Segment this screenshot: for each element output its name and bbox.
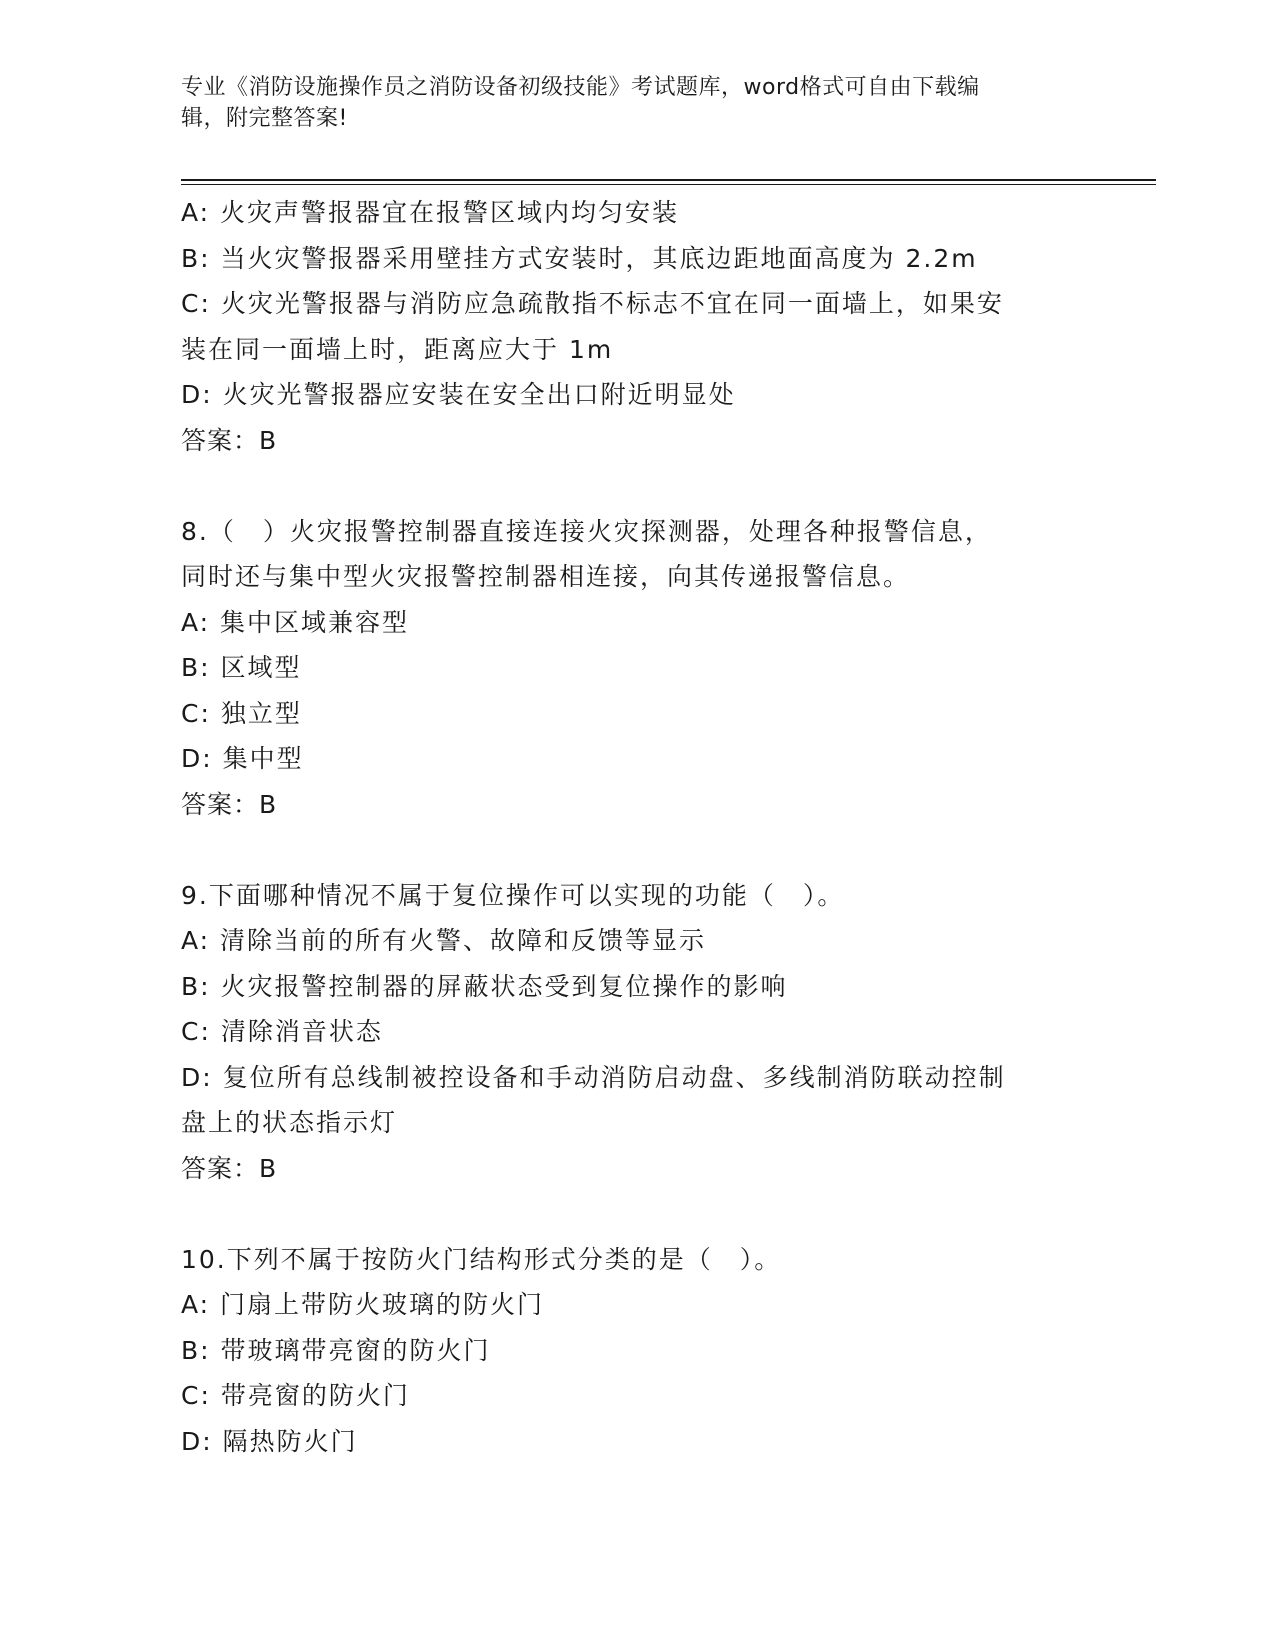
question-stem: 8.（ ）火灾报警控制器直接连接火灾探测器，处理各种报警信息， xyxy=(181,516,992,546)
question-stem-continued: 同时还与集中型火灾报警控制器相连接，向其传递报警信息。 xyxy=(181,562,911,591)
option-b: B: 火灾报警控制器的屏蔽状态受到复位操作的影响 xyxy=(181,971,788,1001)
answer: 答案：B xyxy=(181,789,278,819)
option-c: C: 清除消音状态 xyxy=(181,1017,383,1046)
header-divider-thick xyxy=(181,179,1156,181)
option-c: C: 独立型 xyxy=(181,698,302,728)
header-line-1: 专业《消防设施操作员之消防设备初级技能》考试题库，word格式可自由下载编 xyxy=(181,75,980,100)
option-d: D: 隔热防火门 xyxy=(181,1426,358,1456)
option-c-continued: 装在同一面墙上时，距离应大于 1m xyxy=(181,334,614,364)
option-c: C: 带亮窗的防火门 xyxy=(181,1381,410,1410)
spacer xyxy=(181,827,1081,873)
answer: 答案：B xyxy=(181,1153,278,1183)
option-b: B: 区域型 xyxy=(181,653,302,682)
option-b: B: 带玻璃带亮窗的防火门 xyxy=(181,1335,491,1365)
question-9 xyxy=(181,873,1081,1192)
option-d: D: 复位所有总线制被控设备和手动消防启动盘、多线制消防联动控制 xyxy=(181,1062,1006,1092)
header-line-2: 辑，附完整答案! xyxy=(181,106,348,131)
option-a: A: 集中区域兼容型 xyxy=(181,607,410,637)
question-8 xyxy=(181,509,1081,828)
option-a: A: 清除当前的所有火警、故障和反馈等显示 xyxy=(181,926,707,955)
option-a: A: 火灾声警报器宜在报警区域内均匀安装 xyxy=(181,198,680,227)
answer: 答案：B xyxy=(181,425,278,455)
option-d: D: 火灾光警报器应安装在安全出口附近明显处 xyxy=(181,380,736,409)
question-stem: 9.下面哪种情况不属于复位操作可以实现的功能（ ）。 xyxy=(181,880,845,910)
header-divider-thin xyxy=(181,184,1156,185)
question-7 xyxy=(181,190,1081,463)
option-b: B: 当火灾警报器采用壁挂方式安装时，其底边距地面高度为 2.2m xyxy=(181,243,978,273)
question-list xyxy=(181,190,1081,1464)
question-stem: 10.下列不属于按防火门结构形式分类的是（ ）。 xyxy=(181,1244,782,1274)
spacer xyxy=(181,1191,1081,1237)
document-header xyxy=(181,72,1061,134)
question-10 xyxy=(181,1237,1081,1465)
option-c: C: 火灾光警报器与消防应急疏散指不标志不宜在同一面墙上，如果安 xyxy=(181,289,1004,318)
option-a: A: 门扇上带防火玻璃的防火门 xyxy=(181,1290,545,1319)
spacer xyxy=(181,463,1081,509)
option-d-continued: 盘上的状态指示灯 xyxy=(181,1108,398,1137)
option-d: D: 集中型 xyxy=(181,744,304,773)
